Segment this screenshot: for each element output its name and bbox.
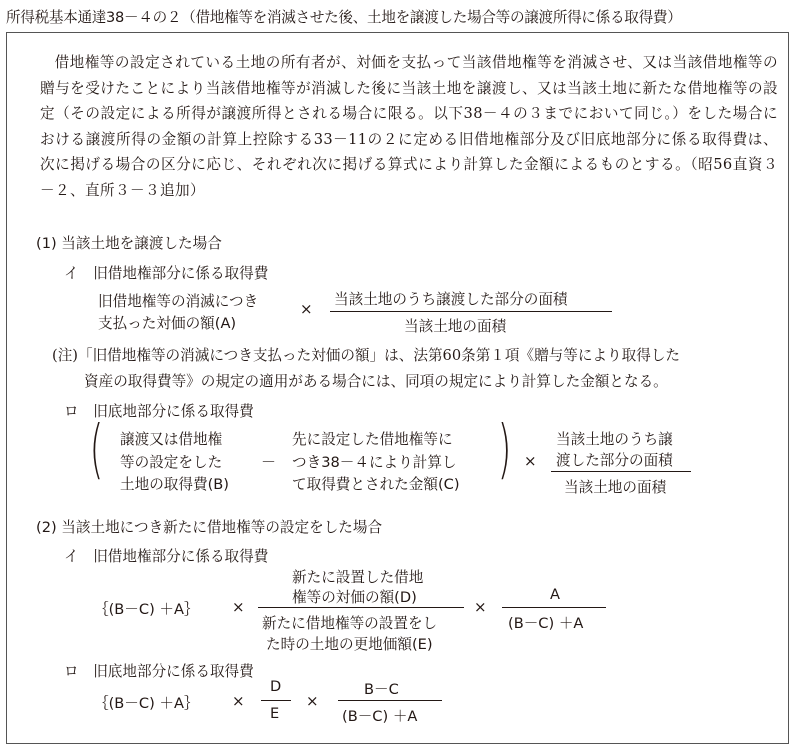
case2-b-expression: ｛(B－C) ＋A｝ [94,695,199,712]
case2-b-denominator1: E [270,705,280,722]
case2-b-numerator2: B－C [364,681,399,698]
case1-b-denominator: 当該土地の面積 [564,479,667,496]
case2-b-times1: × [232,692,245,710]
case2-a-numerator-line1: 新たに設置した借地 [292,569,424,586]
case1-a-left-line1: 旧借地権等の消滅につき [98,293,259,310]
case2-a-denominator2: (B－C) ＋A [508,615,584,632]
case1-b-part1-line2: 等の設定をした [120,454,223,471]
case2-a-numerator-line2: 権等の対価の額(D) [292,589,417,606]
case1-a-heading: イ 旧借地権部分に係る取得費 [64,265,269,282]
case1-b-numerator-line1: 当該土地のうち譲 [556,431,673,448]
case1-b-part1-line1: 譲渡又は借地権 [120,431,223,448]
case2-b-numerator1: D [270,678,282,695]
case1-b-part2-line3: て取得費とされた金額(C) [292,476,460,493]
case2-a-denominator-line2: た時の土地の更地価額(E) [266,636,433,653]
case1-b-part2-line2: つき38－４により計算し [292,454,457,471]
left-paren: ( [89,413,104,487]
right-paren: ) [497,413,512,487]
case1-b-minus: － [261,453,277,471]
case1-a-fraction-bar [330,311,612,312]
case1-b-times: × [524,452,537,470]
case2-b-fraction2-bar [338,700,442,701]
case2-heading: (2) 当該土地につき新たに借地権等の設定をした場合 [36,519,383,536]
case1-a-numerator: 当該土地のうち譲渡した部分の面積 [334,291,568,308]
case2-a-denominator-line1: 新たに借地権等の設置をし [262,615,438,632]
case2-b-denominator2: (B－C) ＋A [342,708,418,725]
case2-a-times2: × [474,598,487,616]
case2-a-heading: イ 旧借地権部分に係る取得費 [64,548,269,565]
case1-note-line1: (注)「旧借地権等の消滅につき支払った対価の額」は、法第60条第１項《贈与等により取得した [52,347,681,364]
case1-note-line2: 資産の取得費等》の規定の適用がある場合には、同項の規定により計算した金額となる。 [84,373,668,390]
case2-a-expression: ｛(B－C) ＋A｝ [94,601,199,618]
case1-b-numerator-line2: 渡した部分の面積 [556,452,673,469]
intro-paragraph: 借地権等の設定されている土地の所有者が、対価を支払って当該借地権等を消滅させ、又は当該借地権等の贈与を受けたことにより当該借地権等が消滅した後に当該土地を譲渡し、又は当該土地に新たな借地権等の設定（その設定による所得が譲渡所得とされる場合に限る。以下38－４の３までにおいて同じ。）をした場合における譲渡所得の金額の計算上控除する33－11の２に定める旧借地権部分及び旧底地部分に係る取得費は、次に掲げる場合の区分に応じ、それぞれ次に掲げる算式により計算した金額によるものとする。（昭56直資３－２、直所３－３追加） [40,54,778,199]
case1-heading: (1) 当該土地を譲渡した場合 [36,235,222,252]
case2-a-numerator2: A [550,586,560,603]
case1-a-denominator: 当該土地の面積 [404,318,507,335]
case1-b-fraction-bar [551,471,691,472]
case1-b-part1-line3: 土地の取得費(B) [120,476,229,493]
case1-b-heading: ロ 旧底地部分に係る取得費 [64,403,254,420]
case2-a-fraction1-bar [258,607,464,608]
case1-a-left-line2: 支払った対価の額(A) [98,315,237,332]
case1-a-times: × [300,300,313,318]
section-title: 所得税基本通達38－４の２（借地権等を消滅させた後、土地を譲渡した場合等の譲渡所得に係る取得費） [6,9,682,26]
case2-b-heading: ロ 旧底地部分に係る取得費 [64,663,254,680]
case1-b-part2-line1: 先に設定した借地権等に [292,431,453,448]
case2-a-fraction2-bar [502,607,606,608]
case2-b-times2: × [306,692,319,710]
case2-b-fraction1-bar [261,700,291,701]
case2-a-times1: × [232,598,245,616]
